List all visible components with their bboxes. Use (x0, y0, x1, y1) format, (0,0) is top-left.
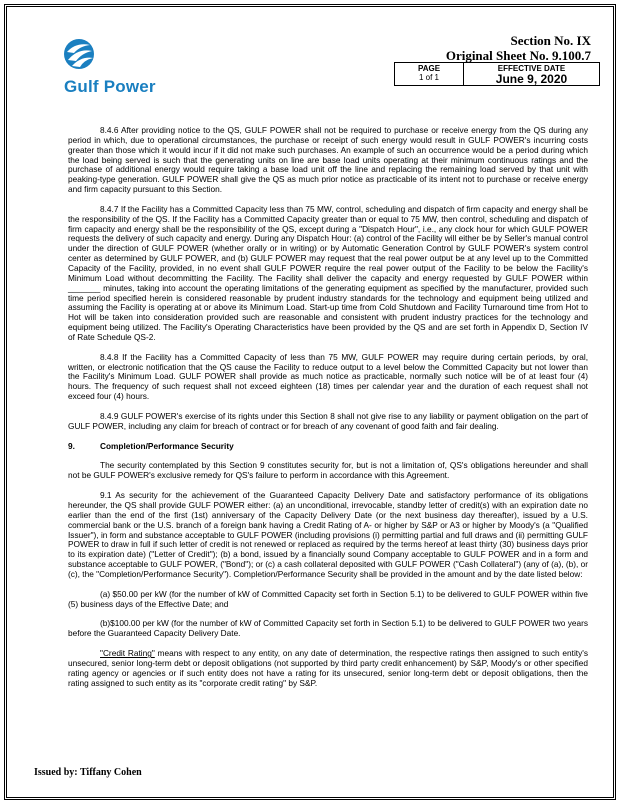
section-number: Section No. IX (510, 33, 591, 48)
section-9-heading (68, 442, 588, 452)
credit-rating-definition: means with respect to any entity, on any date of determination, the respective ratings then assigned to such entity's unsecured, senior long-term debt or deposit obligations (not supported by third party credit enhancement) by S&P, Moody's or other specified rating agency or agencies or if such entity does not have a rating for its unsecured, senior long-term debt or deposit obligations, then the rating assigned to such entity as its "corporate credit rating" by S&P. (68, 648, 588, 688)
page-label: PAGE (417, 64, 441, 73)
paragraph-8-4-7: 8.4.7 If the Facility has a Committed Capacity less than 75 MW, control, scheduling and dispatch of firm capacity and energy shall be the responsibility of the QS. If the Facility has a Committed Capacity greater than or equal to 75 MW, then control, scheduling and dispatch of firm capacity and energy shall be the responsibility of the QS, except during a "Dispatch Hour", i.e., any clock hour for which GULF POWER requests the delivery of such capacity and energy. During any Dispatch Hour: (a) control of the Facility will either be by Seller's manual control under the direction of GULF POWER (whether orally or in writing) or by Automatic Generation Control by GULF POWER's system control center as determined by GULF POWER, and (b) GULF POWER may request that the real power output be at any level up to the Committed Capacity of the Facility, provided, in no event shall GULF POWER require the real power output of the Facility to be below the Facility's Minimum Load without decommitting the Facility. The Facility shall deliver the capacity and energy requested by GULF POWER within _______ minutes, taking into account the operating limitations of the generating equipment as specified by the manufacturer, provided such time period specified herein is considered reasonable by prudent industry standards for the technology and equipment being utilized and assuming the Facility is operating at or above its Minimum Load. Start-up time from Cold Shutdown and Facility Turnaround time from Hot to Hot will be taken into consideration provided such are reasonable and consistent with prudent industry practices for the technology and equipment being utilized. The Facility's Operating Characteristics have been provided by the QS and are set forth in Appendix D, Section IV of Rate Schedule QS-2. (68, 203, 588, 342)
document-body (68, 126, 588, 699)
paragraph-9-1-b: (b)$100.00 per kW (for the number of kW of Committed Capacity set forth in Section 5.1) to be delivered to GULF POWER two years before the Guaranteed Capacity Delivery Date. (68, 618, 588, 639)
logo-wordmark: Gulf Power (64, 77, 156, 96)
sheet-number: Original Sheet No. 9.100.7 (445, 48, 591, 63)
effective-date-value: June 9, 2020 (495, 72, 568, 86)
page-value: 1 of 1 (418, 73, 439, 82)
page-cell (395, 63, 464, 85)
paragraph-9-intro: The security contemplated by this Section 9 constitutes security for, but is not a limitation of, QS's obligations hereunder and shall not be GULF POWER's exclusive remedy for QS's failure to perform in accordance with this Agreement. (68, 460, 588, 481)
paragraph-9-1-a: (a) $50.00 per kW (for the number of kW of Committed Capacity set forth in Section 5.1) to be delivered to GULF POWER within five (5) business days of the Effective Date; and (68, 588, 588, 609)
effective-date-label: EFFECTIVE DATE (497, 64, 566, 73)
section-9-title: Completion/Performance Security (100, 440, 234, 451)
credit-rating-term: "Credit Rating" (100, 648, 155, 659)
paragraph-credit-rating (68, 649, 588, 688)
paragraph-8-4-6: 8.4.6 After providing notice to the QS, GULF POWER shall not be required to purchase or receive energy from the QS during any period in which, due to operational circumstances, the purchase or receipt of such energy would result in GULF POWER's incurring costs greater than those which it would incur if it did not make such purchases. An example of such an occurrence would be a period during which the load being served is such that the generating units on line are base load units operating at their minimum continuous ratings and the purchase of additional energy would require taking a base load unit off the line and replacing the remaining load served by that unit with peaking-type generation. GULF POWER shall give the QS as much prior notice as practicable of its intent not to purchase or receive energy and firm capacity pursuant to this Section. (68, 125, 588, 195)
effective-date-cell (464, 63, 599, 85)
section-9-number: 9. (68, 440, 75, 451)
header-info-table (394, 62, 600, 86)
issued-by: Issued by: Tiffany Cohen (34, 767, 142, 778)
paragraph-9-1: 9.1 As security for the achievement of the Guaranteed Capacity Delivery Date and satisfactory performance of its obligations hereunder, the QS shall provide GULF POWER either: (a) an unconditional, irrevocable, standby letter of credit(s) with an expiration date no earlier than the end of the first (1st) anniversary of the Capacity Delivery Date (or the next business day thereafter), issued by a U.S. commercial bank or the U.S. branch of a foreign bank having a Credit Rating of A- or higher by S&P or A3 or higher by Moody's (a "Qualified Issuer"), in form and substance acceptable to GULF POWER (including provisions (i) permitting partial and full draws and (ii) permitting GULF POWER to draw in full if such letter of credit is not renewed or replaced as required by the terms hereof at least thirty (30) business days prior to its expiration date) ("Letter of Credit"); (b) a bond, issued by a financially sound Company acceptable to GULF POWER and in a form and substance acceptable to GULF POWER, ("Bond"); or (c) a cash collateral deposited with GULF POWER ("Cash Collateral") (any of (a), (b), or (c), the "Completion/Performance Security"). Completion/Performance Security shall be provided in the amount and by the date listed below: (68, 490, 588, 579)
paragraph-8-4-8: 8.4.8 If the Facility has a Committed Capacity of less than 75 MW, GULF POWER may require during certain periods, by oral, written, or electronic notification that the QS cause the Facility to reduce output to a level below the Committed Capacity but not lower than the Facility's Minimum Load. GULF POWER shall provide as much notice as practicable, normally such notice will be of at least four (4) hours. The frequency of such request shall not exceed eighteen (18) times per calendar year and the duration of each request shall not exceed four (4) hours. (68, 351, 588, 402)
paragraph-8-4-9: 8.4.9 GULF POWER's exercise of its rights under this Section 8 shall not give rise to any liability or payment obligation on the part of GULF POWER, including any claim for breach of contract or for breach of any covenant of good faith and fair dealing. (68, 410, 588, 431)
